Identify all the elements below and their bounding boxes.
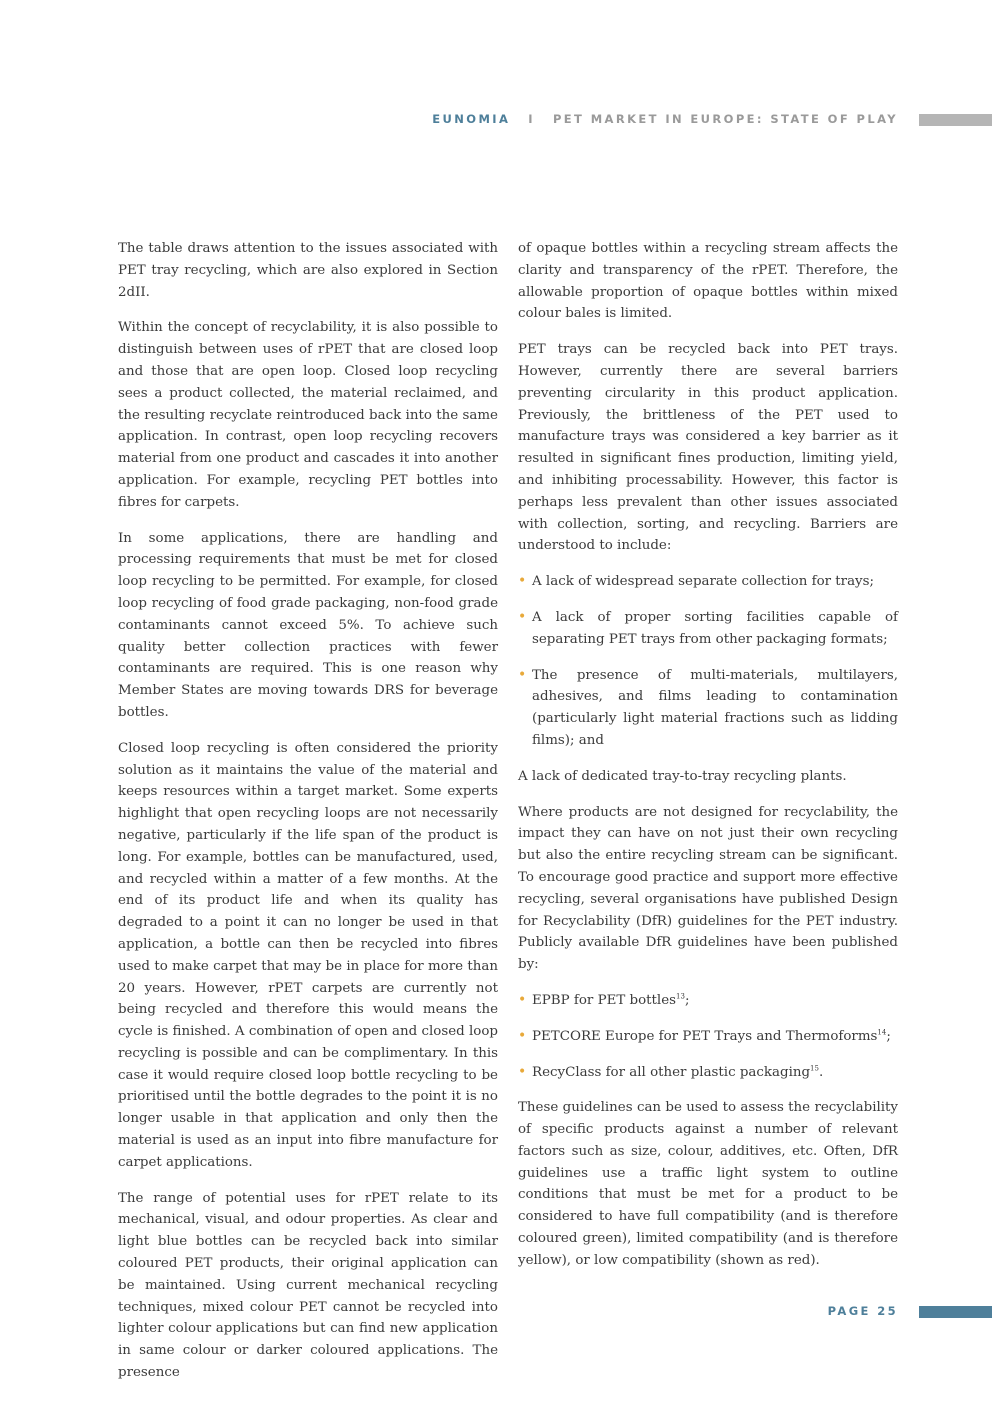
footnote-ref[interactable]: 15 bbox=[810, 1064, 819, 1073]
list-item bbox=[518, 1026, 898, 1048]
footnote-ref[interactable]: 14 bbox=[877, 1028, 887, 1037]
bullet-icon: • bbox=[518, 666, 527, 683]
list-item-text: A lack of widespread separate collection for trays; bbox=[532, 574, 875, 590]
guidelines-list bbox=[518, 990, 898, 1083]
paragraph: Closed loop recycling is often considered the priority solution as it maintains the value of the material and keeps resources within a target market. Some experts highlight that open recycling loops are not necessarily negative, particularly if the life span of the product is long. For example, bottles can be manufactured, used, and recycled within a matter of a few months. At the end of its product life and when its quality has degraded to a point it can no longer be used in that application, a bottle can then be recycled into fibres used to make carpet that may be in place for more than 20 years. However, rPET carpets are currently not being recycled and therefore this would means the cycle is finished. A combination of open and closed loop recycling is possible and can be complimentary. In this case it would require closed loop bottle recycling to be prioritised until the bottle degrades to the point it is no longer usable in that application and only then the material is used as an input into fibre manufacture for carpet applications. bbox=[118, 740, 498, 1170]
list-item bbox=[518, 1062, 898, 1084]
bullet-icon: • bbox=[518, 608, 527, 625]
right-column bbox=[518, 238, 898, 1286]
footer-accent-bar bbox=[919, 1306, 992, 1318]
paragraph: The range of potential uses for rPET relate to its mechanical, visual, and odour properties. As clear and light blue bottles can be recycled back into similar coloured PET products, their original application can be maintained. Using current mechanical recycling techniques, mixed colour PET cannot be recycled into lighter colour applications but can find new application in same colour or darker coloured applications. The presence bbox=[118, 1190, 498, 1381]
list-item-text: A lack of proper sorting facilities capable of separating PET trays from other packaging formats; bbox=[532, 609, 898, 647]
header-document-title: PET MARKET IN EUROPE: STATE OF PLAY bbox=[552, 112, 898, 126]
punctuation: ; bbox=[684, 992, 690, 1008]
list-item-text: The presence of multi-materials, multilayers, adhesives, and films leading to contamination (particularly light material fractions such as lidding films); and bbox=[532, 667, 898, 748]
paragraph: Within the concept of recyclability, it is also possible to distinguish between uses of rPET that are closed loop and those that are open loop. Closed loop recycling sees a product collected, the material reclaimed, and the resulting recyclate reintroduced back into the same application. In contrast, open loop recycling recovers material from one product and cascades it into another application. For example, recycling PET bottles into fibres for carpets. bbox=[118, 320, 498, 510]
list-item bbox=[518, 990, 898, 1012]
punctuation: . bbox=[818, 1064, 824, 1080]
barriers-list bbox=[518, 571, 898, 752]
header-separator: I bbox=[528, 112, 535, 126]
paragraph: The table draws attention to the issues associated with PET tray recycling, which are also explored in Section 2dII. bbox=[118, 241, 498, 300]
page-number: PAGE 25 bbox=[827, 1304, 898, 1318]
paragraph: PET trays can be recycled back into PET trays. However, currently there are several barriers preventing circularity in this product application. Previously, the brittleness of the PET used to manufacture trays was considered a key barrier as it resulted in significant fines production, limiting yield, and inhibiting processability. However, this factor is perhaps less prevalent than other issues associated with collection, sorting, and recycling. Barriers are understood to include: bbox=[518, 342, 898, 554]
paragraph: Where products are not designed for recyclability, the impact they can have on not just their own recycling but also the entire recycling stream can be significant. To encourage good practice and support more effective recycling, several organisations have published Design for Recyclability (DfR) guidelines for the PET industry. Publicly available DfR guidelines have been published by: bbox=[518, 804, 898, 973]
paragraph: A lack of dedicated tray-to-tray recycling plants. bbox=[518, 768, 847, 784]
header-accent-bar bbox=[919, 114, 992, 126]
paragraph: of opaque bottles within a recycling stream affects the clarity and transparency of the rPET. Therefore, the allowable proportion of opaque bottles within mixed colour bales is limited. bbox=[518, 241, 898, 322]
punctuation: ; bbox=[886, 1028, 891, 1044]
list-item bbox=[518, 665, 898, 752]
list-item-text: EPBP for PET bottles bbox=[532, 992, 677, 1008]
bullet-icon: • bbox=[518, 991, 527, 1008]
paragraph: These guidelines can be used to assess the recyclability of specific products against a number of relevant factors such as size, colour, additives, etc. Often, DfR guidelines use a traffic light system to outline conditions that must be met for a product to be considered to have full compatibility (and is therefore coloured green), limited compatibility (and is therefore yellow), or low compatibility (shown as red). bbox=[518, 1100, 898, 1268]
running-header bbox=[432, 112, 898, 126]
list-item-text: RecyClass for all other plastic packaging bbox=[532, 1064, 811, 1080]
list-item bbox=[518, 607, 898, 651]
bullet-icon: • bbox=[518, 1063, 527, 1080]
paragraph: In some applications, there are handling and processing requirements that must be met for closed loop recycling to be permitted. For example, for closed loop recycling of food grade packaging, non-food grade contaminants cannot exceed 5%. To achieve such quality better collection practices with fewer contaminants are required. This is one reason why Member States are moving towards DRS for beverage bottles. bbox=[118, 530, 498, 720]
bullet-icon: • bbox=[518, 573, 527, 590]
list-item bbox=[518, 571, 898, 593]
bullet-icon: • bbox=[518, 1027, 527, 1044]
header-brand: EUNOMIA bbox=[432, 112, 511, 126]
footnote-ref[interactable]: 13 bbox=[676, 992, 685, 1001]
left-column bbox=[118, 238, 498, 1398]
list-item-text: PETCORE Europe for PET Trays and Thermoforms bbox=[532, 1028, 878, 1044]
